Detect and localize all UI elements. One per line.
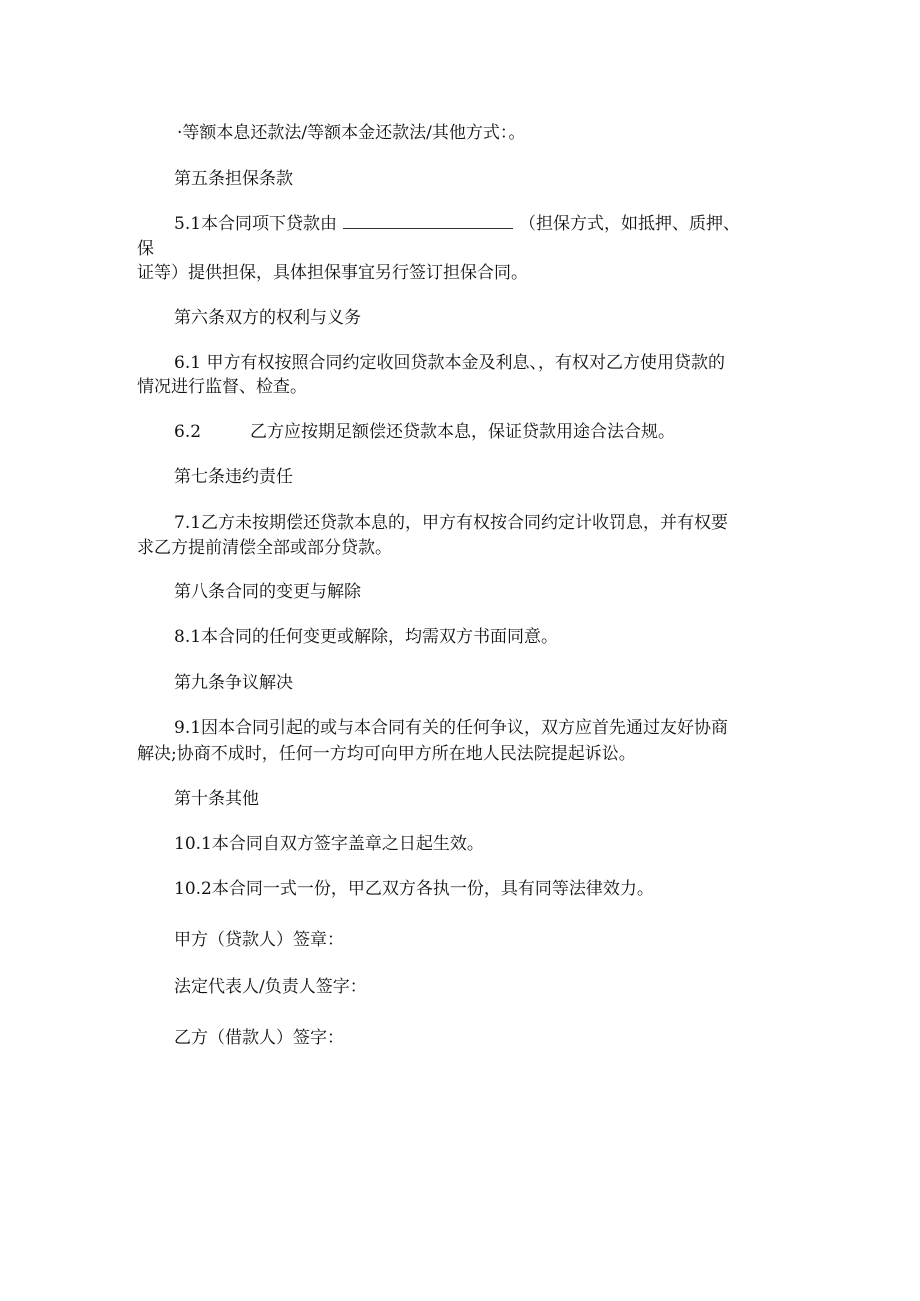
clause-5-1-text-end: （担保方式，如抵押、质押、 bbox=[519, 214, 741, 234]
guarantee-blank-field bbox=[343, 213, 513, 229]
clause-6-2-text: 乙方应按期足额偿还贷款本息，保证贷款用途合法合规。 bbox=[250, 422, 675, 442]
clause-6-1-line-2: 情况进行监督、检查。 bbox=[137, 377, 307, 397]
party-a-signature-label: 甲方（贷款人）签章： bbox=[174, 930, 344, 950]
clause-6-2-number: 6.2 bbox=[174, 422, 202, 442]
article-10-heading: 第十条其他 bbox=[174, 789, 259, 809]
clause-10-2: 10.2本合同一式一份，甲乙双方各执一份，具有同等法律效力。 bbox=[174, 879, 654, 899]
clause-8-1: 8.1本合同的任何变更或解除，均需双方书面同意。 bbox=[174, 627, 559, 647]
article-5-heading: 第五条担保条款 bbox=[174, 169, 293, 189]
clause-7-1-line-2: 求乙方提前清偿全部或部分贷款。 bbox=[137, 538, 392, 558]
clause-7-1-line-1: 7.1乙方未按期偿还贷款本息的，甲方有权按合同约定计收罚息，并有权要 bbox=[174, 513, 729, 533]
article-7-heading: 第七条违约责任 bbox=[174, 467, 293, 487]
clause-9-1-line-1: 9.1因本合同引起的或与本合同有关的任何争议，双方应首先通过友好协商 bbox=[174, 718, 729, 738]
clause-5-1-line-1 bbox=[174, 213, 740, 235]
clause-9-1-line-2: 解决;协商不成时，任何一方均可向甲方所在地人民法院提起诉讼。 bbox=[137, 744, 636, 764]
clause-5-1-line-2: 保 bbox=[137, 239, 154, 259]
clause-5-1-line-3: 证等）提供担保，具体担保事宜另行签订担保合同。 bbox=[137, 263, 528, 283]
party-b-signature-label: 乙方（借款人）签字： bbox=[174, 1028, 344, 1048]
clause-10-1: 10.1本合同自双方签字盖章之日起生效。 bbox=[174, 834, 484, 854]
article-6-heading: 第六条双方的权利与义务 bbox=[174, 308, 361, 328]
article-8-heading: 第八条合同的变更与解除 bbox=[174, 582, 361, 602]
clause-6-1-line-1: 6.1 甲方有权按照合同约定收回贷款本金及利息、，有权对乙方使用贷款的 bbox=[174, 353, 725, 373]
legal-representative-signature-label: 法定代表人/负责人签字： bbox=[174, 977, 367, 997]
repayment-methods-line: ·等额本息还款法/等额本金还款法/其他方式：。 bbox=[177, 123, 526, 143]
article-9-heading: 第九条争议解决 bbox=[174, 673, 293, 693]
clause-5-1-text-start: 5.1本合同项下贷款由 bbox=[174, 214, 338, 234]
